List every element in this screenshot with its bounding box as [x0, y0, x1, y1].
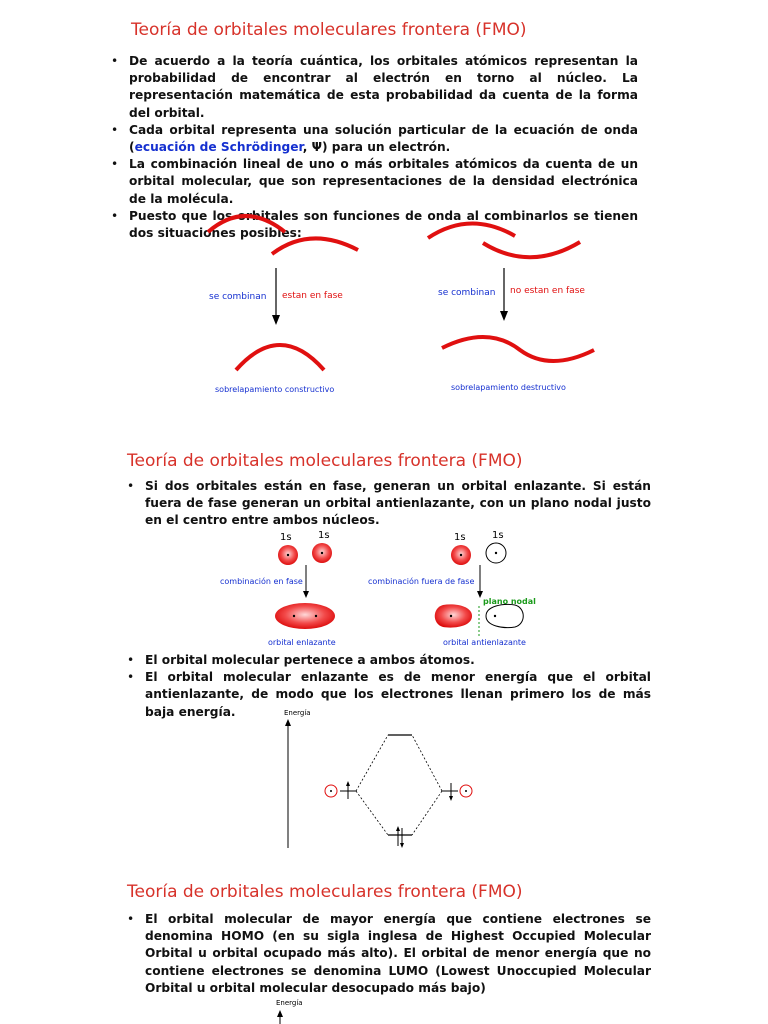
energy-diagram-2: [0, 996, 768, 1024]
in-phase-label: combinación en fase: [220, 577, 303, 586]
wave-left-a: [208, 216, 285, 232]
right-result-label: sobrelapamiento destructivo: [451, 383, 566, 392]
left-phase-label: estan en fase: [282, 291, 343, 301]
antibonding-label: orbital antienlazante: [443, 638, 526, 647]
s2-label: 1s: [318, 530, 330, 541]
wave-left-b: [272, 238, 358, 254]
bullet: • El orbital molecular enlazante es de menor energía que el orbital antienlazante, de modo que los electrones llenan primero los de más baja energía.: [127, 669, 651, 721]
left-result-label: sobrelapamiento constructivo: [215, 385, 335, 394]
antibonding-right-lobe: [486, 604, 523, 627]
bullet: • Cada orbital representa una solución particular de la ecuación de onda (ecuación de Schrödinger, Ψ) para un electrón.: [111, 122, 638, 156]
bonding-orbital: [275, 603, 335, 629]
bullet: • La combinación lineal de uno o más orbitales atómicos da cuenta de un orbital molecular, que son representaciones de la densidad electrónica de la molécula.: [111, 156, 638, 208]
bullet: • Si dos orbitales están en fase, generan un orbital enlazante. Si están fuera de fase generan un orbital antienlazante, con un plano nodal justo en el centro entre ambos núcleos.: [127, 478, 651, 530]
right-combine-label: se combinan: [438, 288, 496, 298]
schrodinger-link[interactable]: ecuación de Schrödinger: [134, 140, 303, 155]
energy-axis-label: Energía: [284, 709, 311, 717]
energy-axis-label: Energía: [276, 999, 303, 1007]
bullet: • El orbital molecular pertenece a ambos átomos.: [127, 652, 651, 669]
section3-title: Teoría de orbitales moleculares frontera (FMO): [127, 882, 523, 902]
overlap-diagram: [0, 212, 768, 422]
s4-label: 1s: [492, 530, 504, 541]
antibonding-left-lobe: [435, 604, 472, 627]
section2-bullets-top: [127, 478, 651, 530]
energy-diagram: [0, 705, 768, 855]
s3-label: 1s: [454, 532, 466, 543]
bonding-label: orbital enlazante: [268, 638, 336, 647]
wave-left-result: [236, 345, 324, 370]
bonding-diagram: [0, 527, 768, 652]
s1-label: 1s: [280, 532, 292, 543]
wave-right-a: [428, 223, 515, 238]
nodal-label: plano nodal: [483, 597, 536, 606]
bullet: • De acuerdo a la teoría cuántica, los orbitales atómicos representan la probabilidad de encontrar al electrón en torno al núcleo. La representación matemática de esta probabilidad da cuenta de la forma del orbital.: [111, 53, 638, 122]
left-combine-label: se combinan: [209, 292, 267, 302]
out-phase-label: combinación fuera de fase: [368, 577, 475, 586]
section1-title: Teoría de orbitales moleculares frontera (FMO): [131, 20, 527, 40]
bullet: • Puesto que los orbitales son funciones de onda al combinarlos se tienen dos situaciones posibles:: [111, 208, 638, 242]
wave-right-b: [483, 242, 580, 257]
right-phase-label: no estan en fase: [510, 286, 585, 296]
bullet: • El orbital molecular de mayor energía que contiene electrones se denomina HOMO (en su sigla inglesa de Highest Occupied Molecular Orbital u orbital ocupado más alto). El orbital de menor energía que no contiene electrones se denomina LUMO (Lowest Unoccupied Molecular Orbital u orbital molecular desocupado más bajo): [127, 911, 651, 997]
section2-title: Teoría de orbitales moleculares frontera (FMO): [127, 451, 523, 471]
wave-right-result: [442, 337, 594, 361]
section3-bullets: [127, 911, 651, 997]
